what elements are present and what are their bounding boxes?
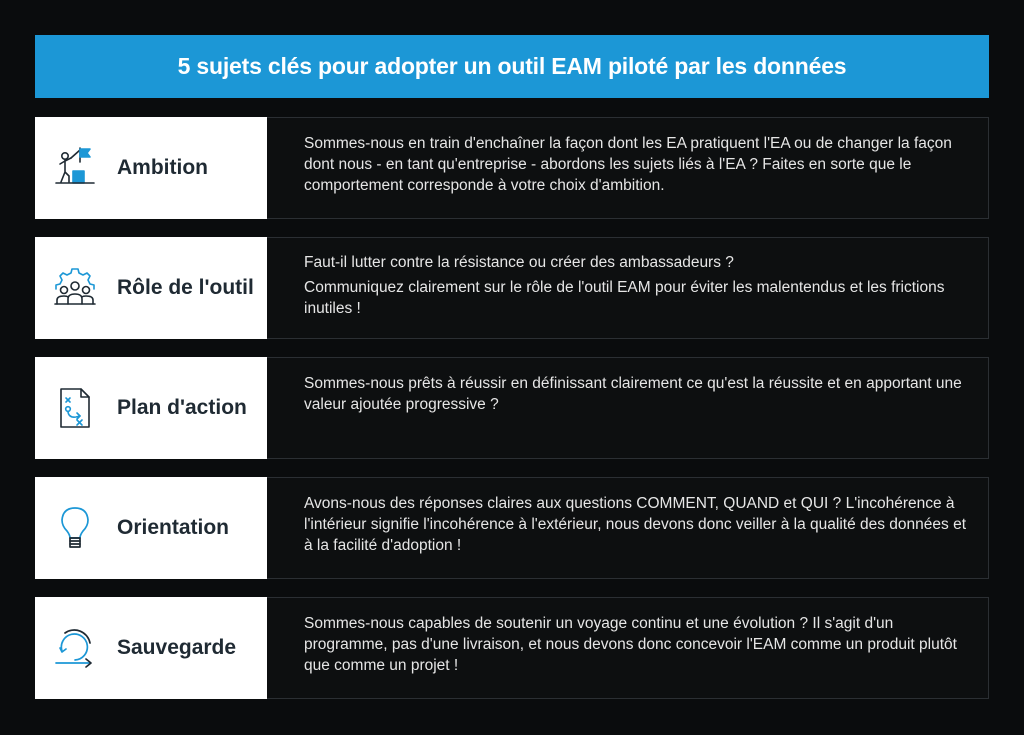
topic-row-role <box>35 237 989 339</box>
topic-label-card <box>35 117 267 219</box>
topic-label-card <box>35 597 267 699</box>
topic-description: Sommes-nous en train d'enchaîner la façon dont les EA pratiquent l'EA ou de changer la façon dont nous - en tant qu'entreprise - abordons les sujets liés à l'EA ? Faites en sorte que le comportement corresponde à votre choix d'ambition. <box>304 135 952 194</box>
topic-description: Communiquez clairement sur le rôle de l'outil EAM pour éviter les malentendus et les frictions inutiles ! <box>304 279 945 317</box>
person-on-podium-with-flag-icon <box>52 145 98 191</box>
topic-label: Rôle de l'outil <box>117 276 254 299</box>
topic-description: Sommes-nous capables de soutenir un voyage continu et une évolution ? Il s'agit d'un programme, pas d'une livraison, et nous devons donc concevoir l'EAM comme un produit plutôt que comme un projet ! <box>304 615 957 674</box>
topic-label: Ambition <box>117 156 208 179</box>
topic-label: Plan d'action <box>117 396 247 419</box>
team-gear-icon <box>52 265 98 311</box>
topic-description-card <box>267 237 989 339</box>
topic-label-card <box>35 237 267 339</box>
topic-label-card <box>35 477 267 579</box>
topic-description: Avons-nous des réponses claires aux questions COMMENT, QUAND et QUI ? L'incohérence à l'intérieur signifie l'incohérence à l'extérieur, nous devons donc veiller à la qualité des données et à la facilité d'adoption ! <box>304 495 967 554</box>
page-title: 5 sujets clés pour adopter un outil EAM piloté par les données <box>177 53 847 79</box>
topic-description: Sommes-nous prêts à réussir en définissant clairement ce qu'est la réussite et en apportant une valeur ajoutée progressive ? <box>304 375 962 413</box>
topic-row-ambition <box>35 117 989 219</box>
topic-description-card <box>267 597 989 699</box>
topic-label: Sauvegarde <box>117 636 237 659</box>
topic-row-sauvegarde <box>35 597 989 699</box>
topic-description-card <box>267 357 989 459</box>
topic-description-card <box>267 477 989 579</box>
topic-label-card <box>35 357 267 459</box>
topic-row-plan <box>35 357 989 459</box>
lightbulb-icon <box>52 505 98 551</box>
strategy-document-icon <box>52 385 98 431</box>
continuous-cycle-icon <box>52 625 98 671</box>
topic-description-card <box>267 117 989 219</box>
topic-label: Orientation <box>117 516 230 539</box>
topic-row-orientation <box>35 477 989 579</box>
title-banner <box>35 35 989 98</box>
topic-description: Faut-il lutter contre la résistance ou créer des ambassadeurs ? <box>304 254 734 271</box>
